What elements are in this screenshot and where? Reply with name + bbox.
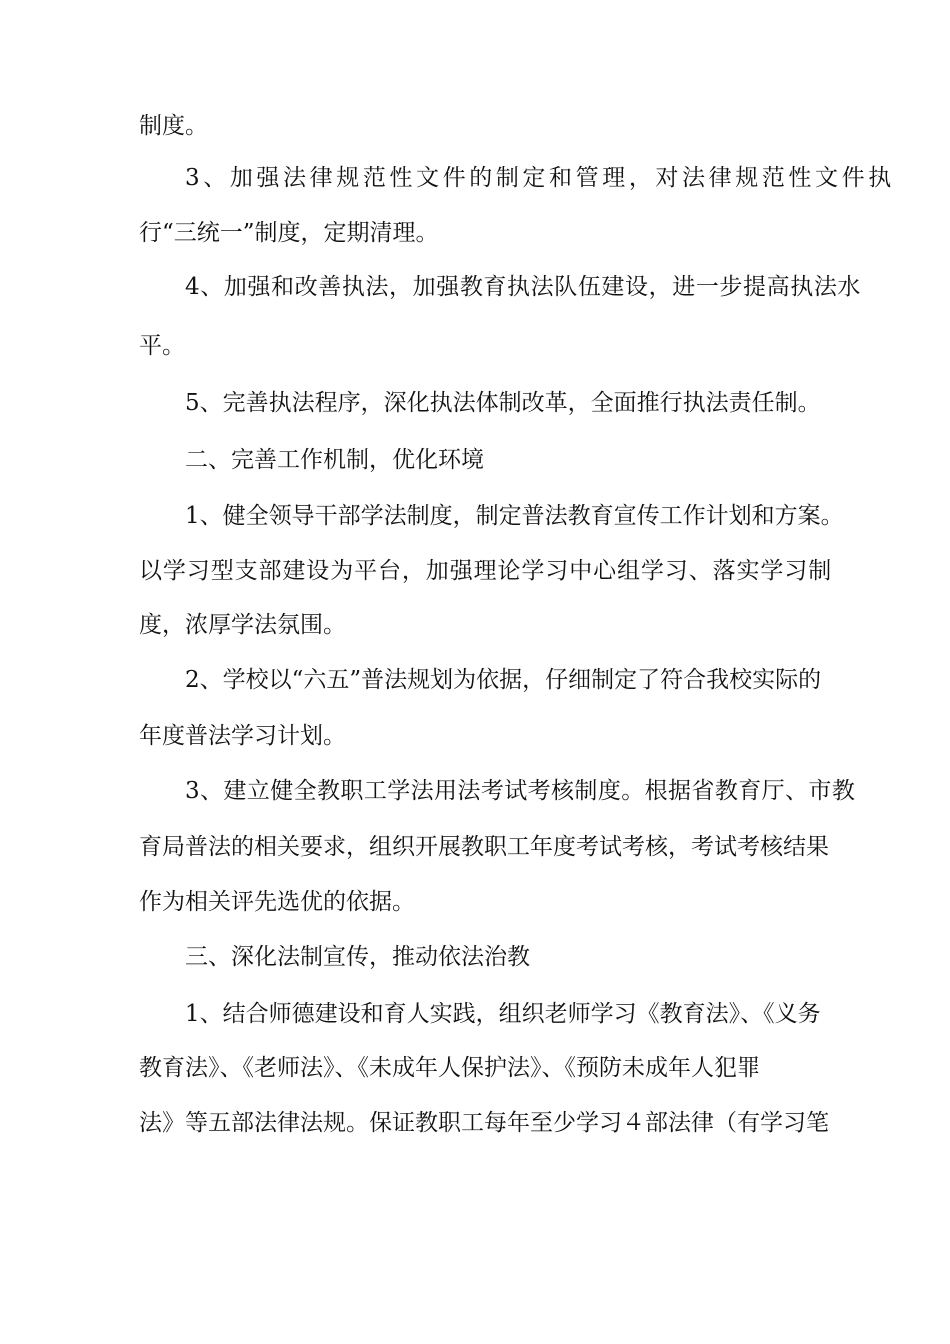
text-line-19: 法》等五部法律法规。保证教职工每年至少学习４部法律（有学习笔 xyxy=(139,1110,829,1136)
text-line-1: 制度。 xyxy=(139,113,208,139)
text-line-8: 1、健全领导干部学法制度，制定普法教育宣传工作计划和方案。 xyxy=(185,503,844,529)
section-heading-2: 二、完善工作机制，优化环境 xyxy=(185,447,484,473)
text-line-18: 教育法》、《老师法》、《未成年人保护法》、《预防未成年人犯罪 xyxy=(139,1055,760,1081)
text-line-14: 育局普法的相关要求，组织开展教职工年度考试考核，考试考核结果 xyxy=(139,834,829,860)
text-line-17: 1、结合师德建设和育人实践，组织老师学习《教育法》、《义务 xyxy=(185,1001,821,1027)
text-line-5: 平。 xyxy=(139,333,185,359)
text-line-13: 3、建立健全教职工学法用法考试考核制度。根据省教育厅、市教 xyxy=(185,778,856,804)
text-line-10: 度，浓厚学法氛围。 xyxy=(139,612,346,638)
text-line-9: 以学习型支部建设为平台，加强理论学习中心组学习、落实学习制 xyxy=(139,558,833,584)
text-line-4: 4、加强和改善执法，加强教育执法队伍建设，进一步提高执法水 xyxy=(185,274,862,300)
text-line-11: 2、学校以“六五”普法规划为依据，仔细制定了符合我校实际的 xyxy=(185,667,822,693)
text-line-2: 3、加强法律规范性文件的制定和管理，对法律规范性文件执 xyxy=(185,165,895,191)
section-heading-3: 三、深化法制宣传，推动依法治教 xyxy=(185,944,530,970)
text-line-6: 5、完善执法程序，深化执法体制改革，全面推行执法责任制。 xyxy=(185,390,821,416)
text-line-12: 年度普法学习计划。 xyxy=(139,723,346,749)
text-line-15: 作为相关评先选优的依据。 xyxy=(139,889,415,915)
text-line-3: 行“三统一”制度，定期清理。 xyxy=(139,220,439,246)
